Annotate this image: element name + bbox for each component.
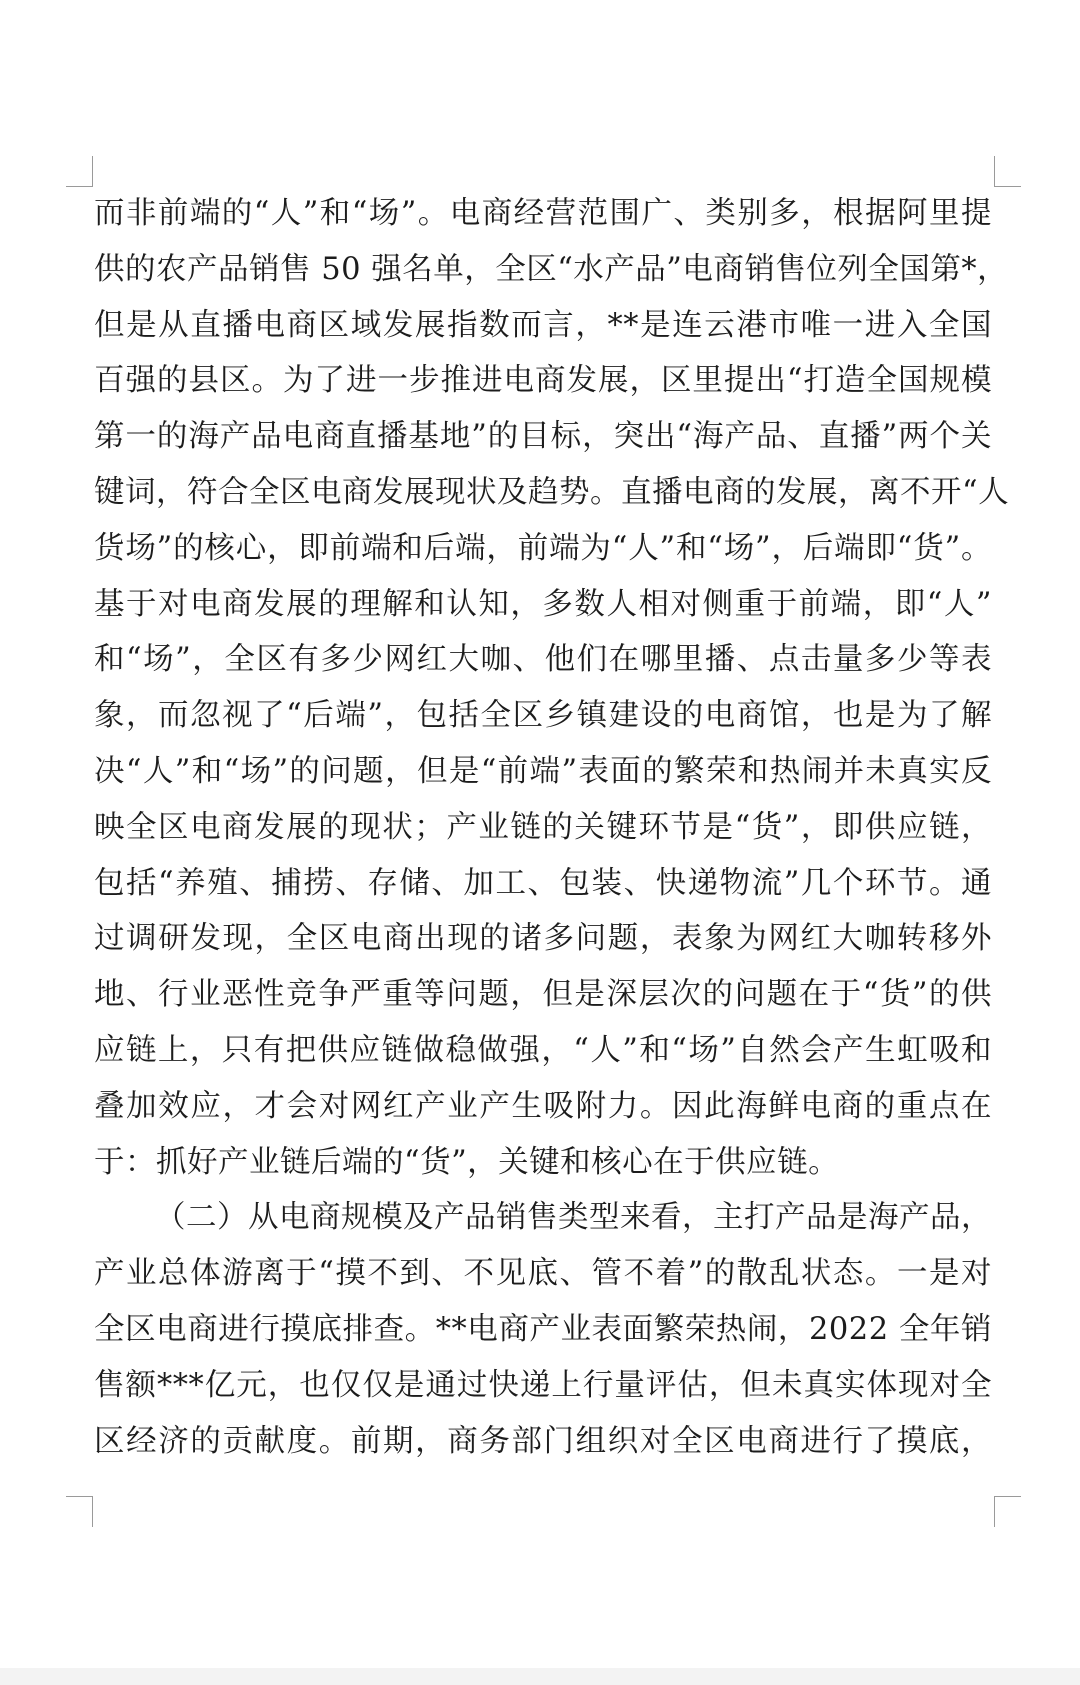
text-line: 售额***亿元，也仅仅是通过快递上行量评估，但未真实体现对全 — [94, 1367, 992, 1403]
paragraph-1 — [94, 186, 1010, 1190]
crop-mark-bottom-left — [66, 1496, 93, 1527]
text-line: 应链上，只有把供应链做稳做强，“人”和“场”自然会产生虹吸和 — [94, 1032, 992, 1068]
body-text — [94, 186, 1010, 1469]
text-line: 过调研发现，全区电商出现的诸多问题，表象为网红大咖转移外 — [94, 921, 992, 957]
text-line: 于：抓好产业链后端的“货”，关键和核心在于供应链。 — [94, 1144, 840, 1180]
text-line: 但是从直播电商区域发展指数而言，**是连云港市唯一进入全国 — [94, 307, 992, 343]
text-line: 键词，符合全区电商发展现状及趋势。直播电商的发展，离不开“人 — [94, 474, 1010, 510]
text-line: 全区电商进行摸底排查。**电商产业表面繁荣热闹，2022 全年销 — [94, 1311, 992, 1347]
text-line: 第一的海产品电商直播基地”的目标，突出“海产品、直播”两个关 — [94, 419, 992, 455]
text-line: 供的农产品销售 50 强名单，全区“水产品”电商销售位列全国第*， — [94, 251, 1009, 287]
text-line: 货场”的核心，即前端和后端，前端为“人”和“场”，后端即“货”。 — [94, 530, 992, 566]
text-line: 象，而忽视了“后端”，包括全区乡镇建设的电商馆，也是为了解 — [94, 698, 992, 734]
text-line: 和“场”，全区有多少网红大咖、他们在哪里播、点击量多少等表 — [94, 642, 992, 678]
crop-mark-top-left — [66, 156, 93, 187]
text-line: 百强的县区。为了进一步推进电商发展，区里提出“打造全国规模 — [94, 363, 992, 399]
text-line: 区经济的贡献度。前期，商务部门组织对全区电商进行了摸底， — [94, 1423, 992, 1459]
text-line: 包括“养殖、捕捞、存储、加工、包装、快递物流”几个环节。通 — [94, 865, 992, 901]
text-line: 产业总体游离于“摸不到、不见底、管不着”的散乱状态。一是对 — [94, 1256, 992, 1292]
text-line: 地、行业恶性竞争严重等问题，但是深层次的问题在于“货”的供 — [94, 977, 992, 1013]
paragraph-2 — [94, 1190, 992, 1469]
text-line: 映全区电商发展的现状；产业链的关键环节是“货”，即供应链， — [94, 809, 992, 845]
text-line: 而非前端的“人”和“场”。电商经营范围广、类别多，根据阿里提 — [94, 196, 992, 231]
text-line: （二）从电商规模及产品销售类型来看，主打产品是海产品， — [155, 1200, 992, 1236]
screen-bottom-band — [0, 1668, 1080, 1685]
crop-mark-bottom-right — [994, 1496, 1021, 1527]
text-line: 决“人”和“场”的问题，但是“前端”表面的繁荣和热闹并未真实反 — [94, 753, 992, 789]
text-line: 叠加效应，才会对网红产业产生吸附力。因此海鲜电商的重点在 — [94, 1088, 992, 1124]
text-line: 基于对电商发展的理解和认知，多数人相对侧重于前端，即“人” — [94, 586, 992, 622]
crop-mark-top-right — [994, 156, 1021, 187]
